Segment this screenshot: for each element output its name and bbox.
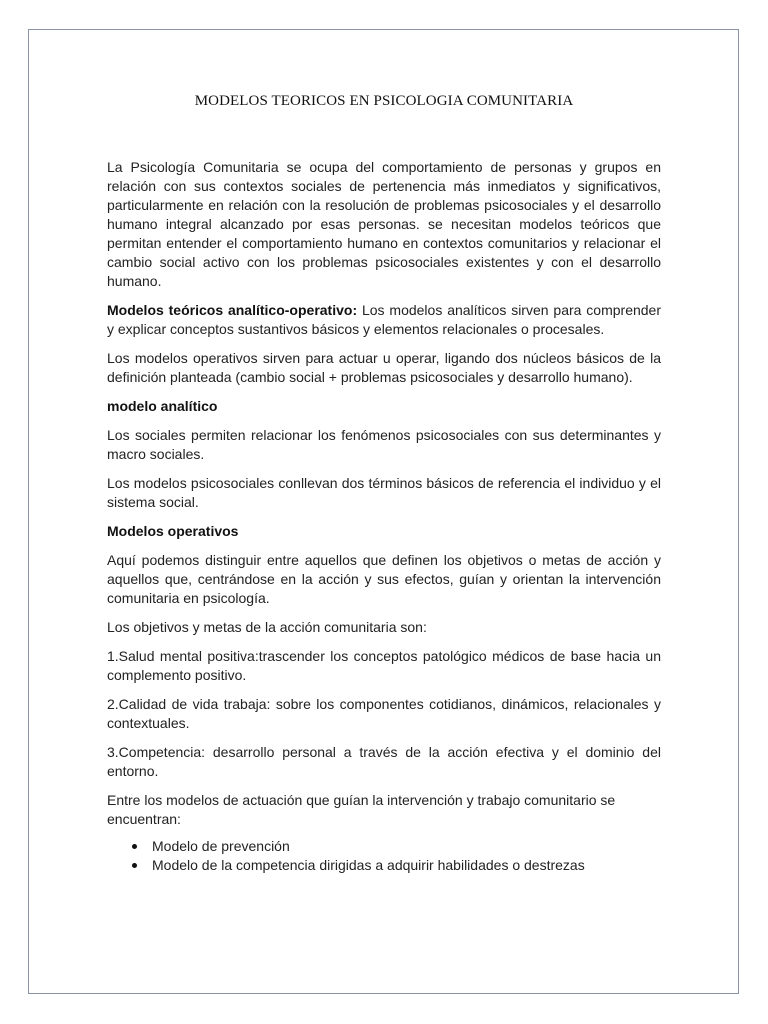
distinguir-paragraph: Aquí podemos distinguir entre aquellos que definen los objetivos o metas de acción y aquellos que, centrándose en la acción y sus efectos, guían y orientan la intervención comunitaria en psicología. bbox=[107, 552, 661, 606]
bullet-list bbox=[107, 837, 661, 875]
document-body bbox=[107, 158, 661, 875]
objetivo-item: 3.Competencia: desarrollo personal a través de la acción efectiva y el dominio del entorno. bbox=[107, 744, 661, 779]
intro-paragraph: La Psicología Comunitaria se ocupa del comportamiento de personas y grupos en relación con sus contextos sociales de pertenencia más inmediatos y significativos, particularmente en relación con la resolución de problemas psicosociales y el desarrollo humano integral alcanzado por esas personas. se necesitan modelos teóricos que permitan entender el comportamiento humano en contextos comunitarios y relacionar el cambio social activo con los problemas psicosociales existentes y con el desarrollo humano. bbox=[107, 159, 661, 289]
objetivo-item: 2.Calidad de vida trabaja: sobre los componentes cotidianos, dinámicos, relacionales y contextuales. bbox=[107, 696, 661, 731]
list-item bbox=[152, 856, 661, 875]
analitico-operativo-paragraph bbox=[107, 301, 661, 339]
psicosociales-paragraph: Los modelos psicosociales conllevan dos términos básicos de referencia el individuo y el sistema social. bbox=[107, 475, 661, 510]
list-item-text: Modelo de prevención bbox=[152, 838, 290, 854]
sociales-paragraph: Los sociales permiten relacionar los fenómenos psicosociales con sus determinantes y macro sociales. bbox=[107, 427, 661, 462]
analitico-operativo-label: Modelos teóricos analítico-operativo: bbox=[107, 302, 358, 318]
bullet-icon bbox=[132, 863, 137, 868]
operativos-intro-paragraph: Los modelos operativos sirven para actuar u operar, ligando dos núcleos básicos de la definición planteada (cambio social + problemas psicosociales y desarrollo humano). bbox=[107, 350, 661, 385]
objetivo-item: 1.Salud mental positiva:trascender los conceptos patológico médicos de base hacia un complemento positivo. bbox=[107, 648, 661, 683]
document-title: MODELOS TEORICOS EN PSICOLOGIA COMUNITARIA bbox=[194, 93, 574, 109]
actuacion-intro-paragraph: Entre los modelos de actuación que guían la intervención y trabajo comunitario se encuentran: bbox=[107, 792, 616, 827]
bullet-icon bbox=[132, 844, 137, 849]
objetivos-intro-paragraph: Los objetivos y metas de la acción comunitaria son: bbox=[107, 619, 427, 635]
analitico-operativo-text: Los modelos analíticos sirven para comprender y explicar conceptos sustantivos básicos y elementos relacionales o procesales. bbox=[107, 302, 661, 337]
list-item-text: Modelo de la competencia dirigidas a adquirir habilidades o destrezas bbox=[152, 857, 585, 873]
heading-modelos-operativos: Modelos operativos bbox=[107, 523, 239, 539]
list-item bbox=[152, 837, 661, 856]
heading-modelo-analitico: modelo analítico bbox=[107, 398, 218, 414]
